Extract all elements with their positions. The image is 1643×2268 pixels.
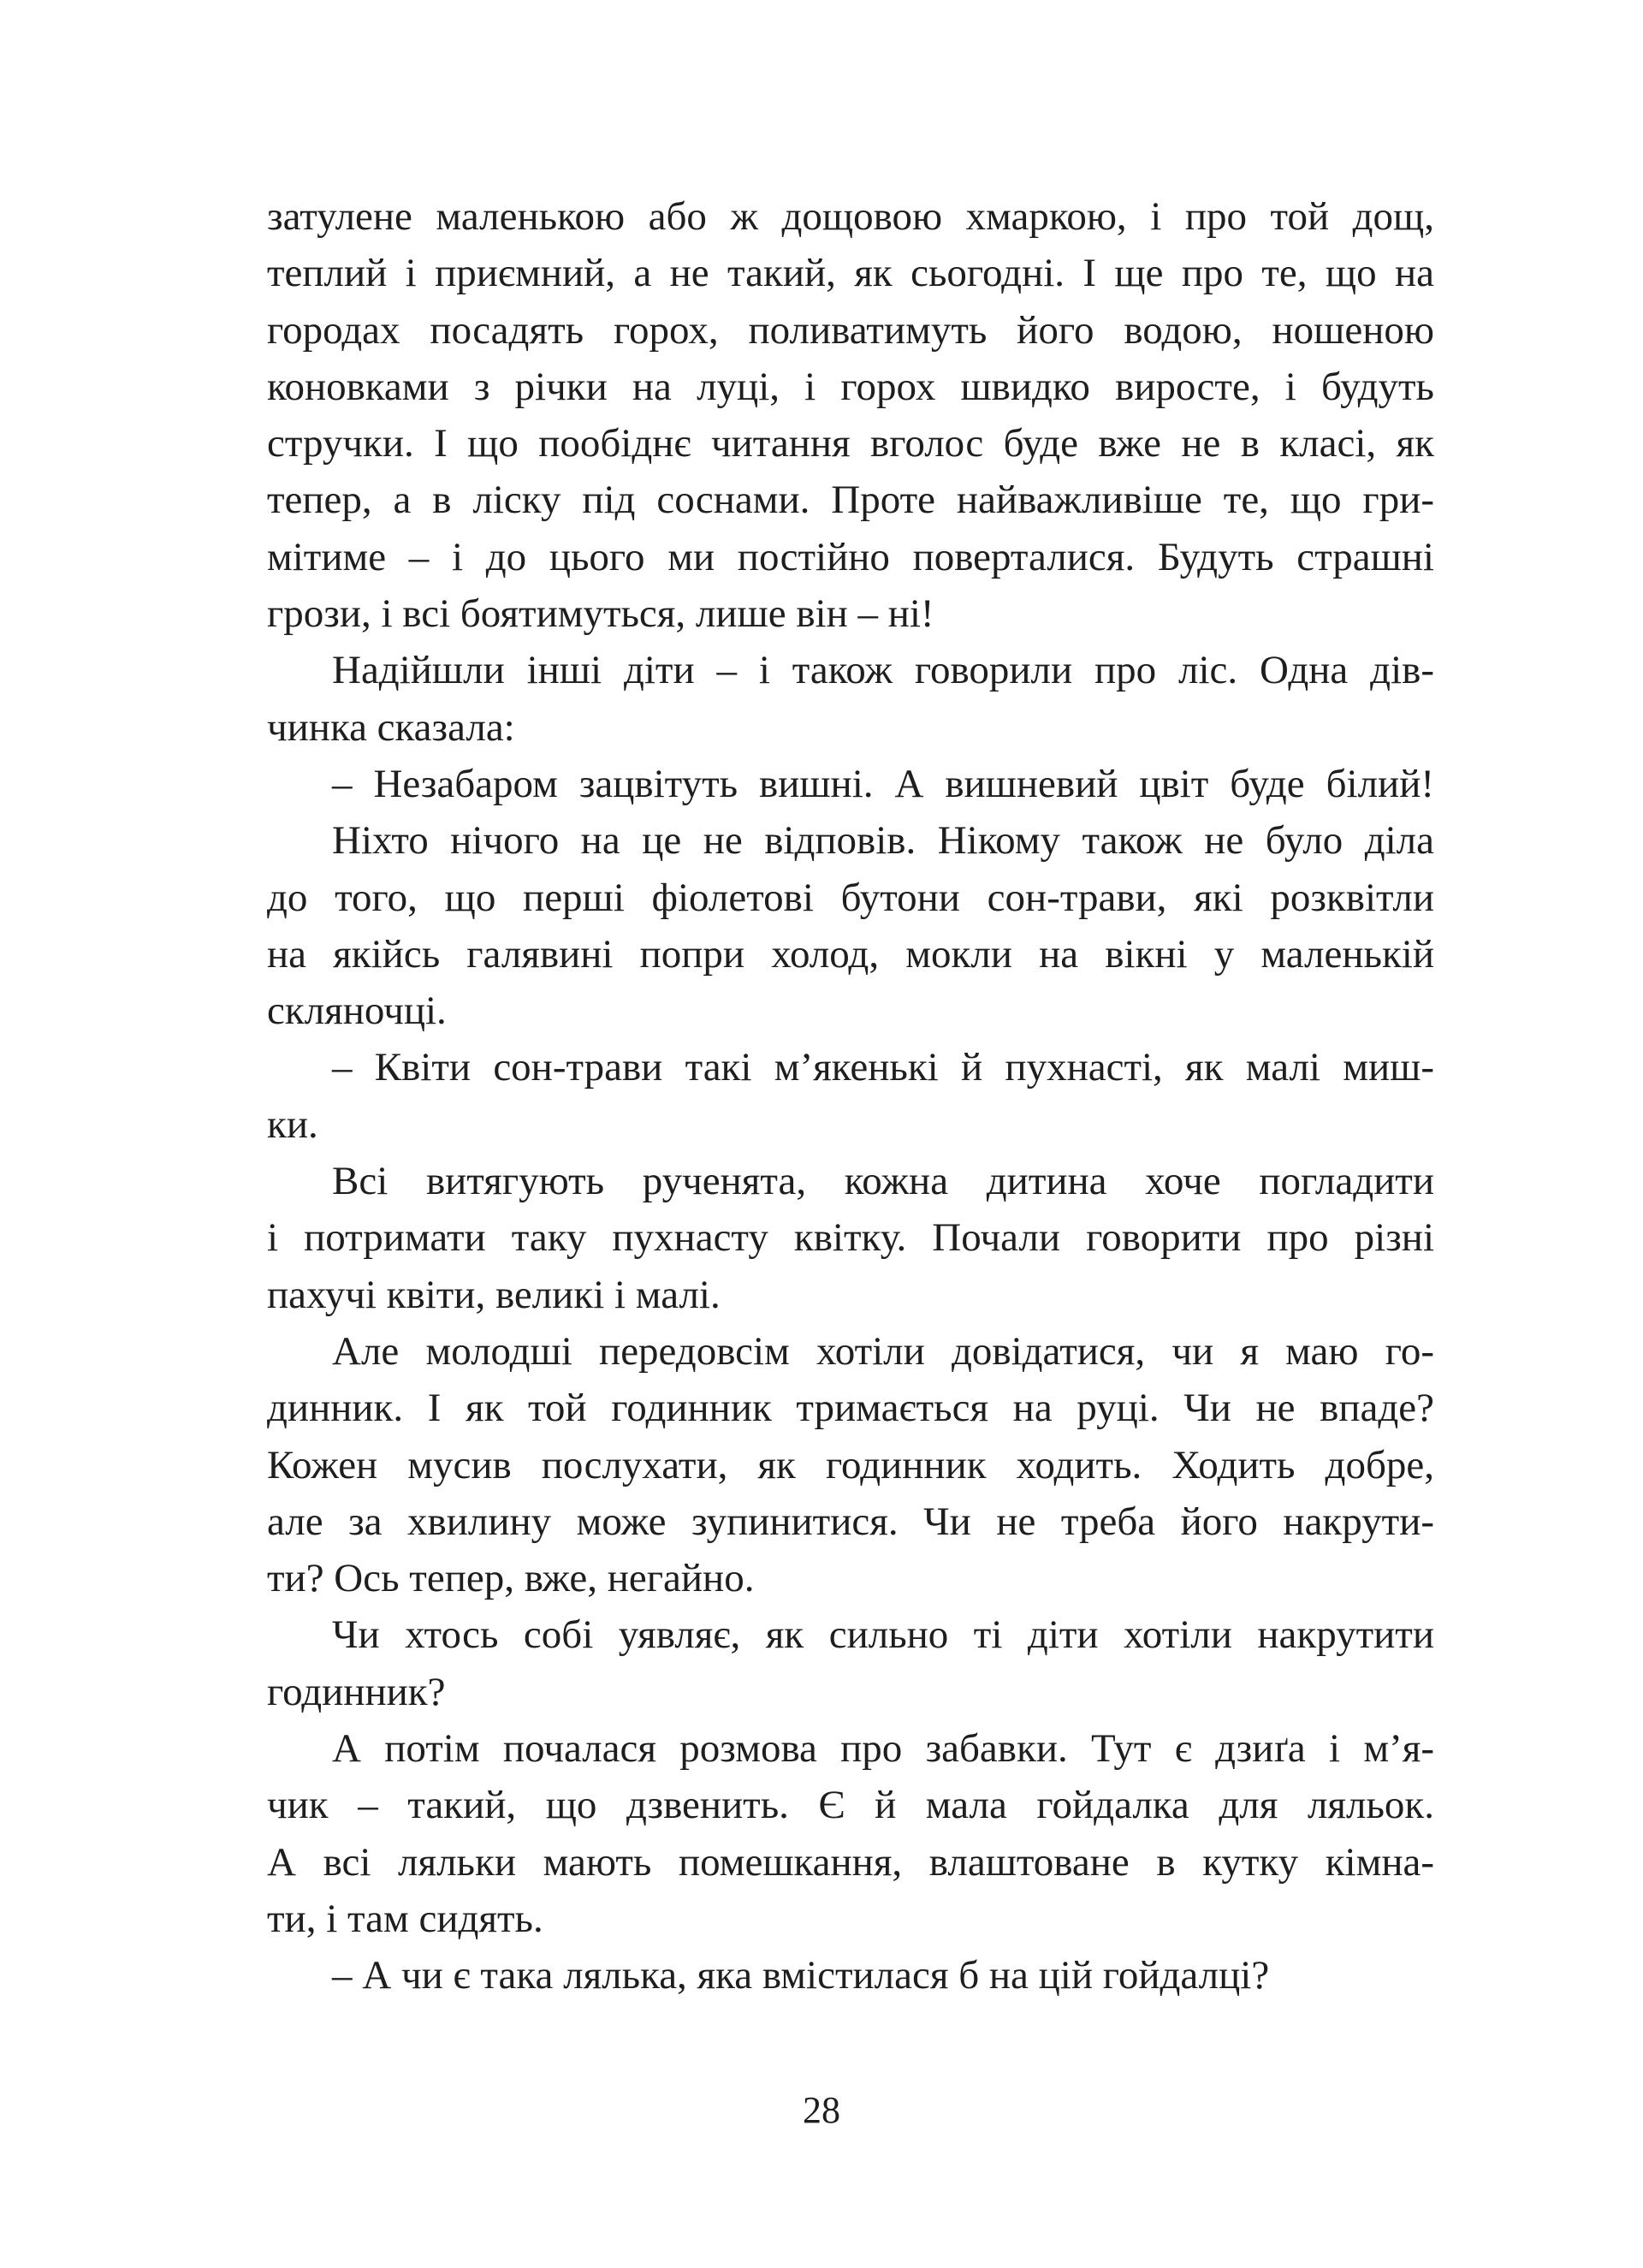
text-line: чинка сказала: bbox=[267, 704, 515, 750]
text-line: тепер, а в ліску під соснами. Проте найважливіше те, що гри- bbox=[267, 478, 1434, 523]
text-line: динник. І як той годинник тримається на руці. Чи не впаде? bbox=[267, 1386, 1434, 1431]
body-text bbox=[267, 188, 1434, 2004]
text-line: пахучі квіти, великі і малі. bbox=[267, 1272, 721, 1317]
text-line: годинник? bbox=[267, 1669, 446, 1714]
text-line: Але молодші передовсім хотіли довідатися, чи я маю го- bbox=[332, 1328, 1434, 1374]
text-line: А потім почалася розмова про забавки. Тут є дзиґа і м’я- bbox=[332, 1726, 1434, 1772]
text-line: А всі ляльки мають помешкання, влаштоване в кутку кімна- bbox=[267, 1839, 1434, 1885]
text-line: Всі витягують рученята, кожна дитина хоче погладити bbox=[332, 1159, 1434, 1204]
text-line: городах посадять горох, поливатимуть його водою, ношеною bbox=[267, 307, 1434, 353]
text-line: грози, і всі боятимуться, лише він – ні! bbox=[267, 591, 934, 637]
text-line: – Незабаром зацвітуть вишні. А вишневий цвіт буде білий! bbox=[332, 761, 1434, 806]
text-line: Надійшли інші діти – і також говорили про ліс. Одна дів- bbox=[332, 648, 1434, 693]
text-line: Кожен мусив послухати, як годинник ходить. Ходить добре, bbox=[267, 1442, 1434, 1487]
text-line: – Квіти сон-трави такі м’якенькі й пухнасті, як малі миш- bbox=[332, 1045, 1434, 1090]
text-line: чик – такий, що дзвенить. Є й мала гойдалка для ляльок. bbox=[267, 1783, 1434, 1828]
text-line: коновками з річки на луці, і горох швидко виросте, і будуть bbox=[267, 364, 1434, 409]
text-line: – А чи є така лялька, яка вмістилася б на цій гойдалці? bbox=[332, 1953, 1270, 1998]
text-line: ти, і там сидять. bbox=[267, 1896, 543, 1941]
text-line: ти? Ось тепер, вже, негайно. bbox=[267, 1556, 755, 1601]
text-line: і потримати таку пухнасту квітку. Почали говорити про різні bbox=[267, 1215, 1434, 1261]
text-line: мітиме – і до цього ми постійно поверталися. Будуть страшні bbox=[267, 534, 1434, 579]
text-line: скляночці. bbox=[267, 989, 447, 1034]
text-line: на якійсь галявині попри холод, мокли на вікні у маленькій bbox=[267, 931, 1434, 977]
text-line: Ніхто нічого на це не відповів. Нікому також не було діла bbox=[332, 818, 1434, 864]
text-line: затулене маленькою або ж дощовою хмаркою, і про той дощ, bbox=[267, 194, 1434, 239]
page-number: 28 bbox=[803, 2089, 840, 2131]
text-line: ки. bbox=[267, 1101, 318, 1147]
text-line: Чи хтось собі уявляє, як сильно ті діти хотіли накрутити bbox=[332, 1612, 1434, 1658]
text-line: теплий і приємний, а не такий, як сьогодні. І ще про те, що на bbox=[267, 251, 1434, 296]
text-line: але за хвилину може зупинитися. Чи не треба його накрути- bbox=[267, 1499, 1434, 1544]
text-line: стручки. І що пообіднє читання вголос буде вже не в класі, як bbox=[267, 421, 1434, 466]
text-line: до того, що перші фіолетові бутони сон-трави, які розквітли bbox=[267, 875, 1434, 920]
